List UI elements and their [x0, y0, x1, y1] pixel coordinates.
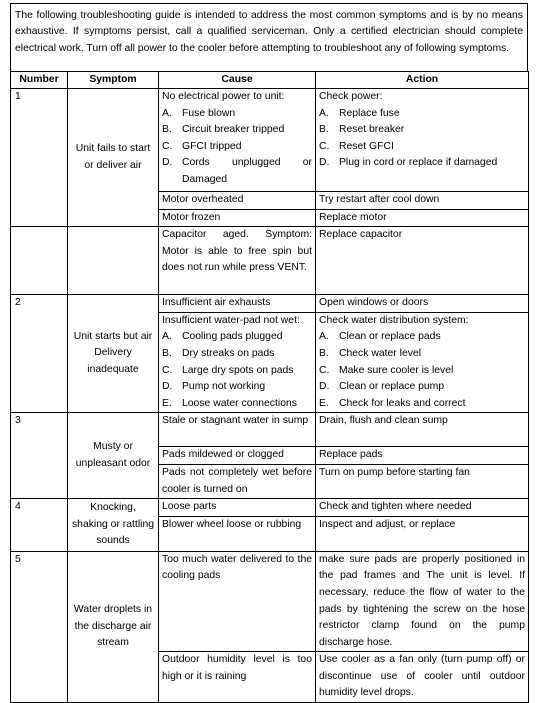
- item-text: Large dry spots on pads: [182, 364, 294, 376]
- list-item: [162, 139, 312, 156]
- list-item: [162, 379, 312, 396]
- intro-paragraph: The following troubleshooting guide is intended to address the most common symptoms and is by no means exhaustive. If symptoms persist, call a qualified serviceman. Only a certified electrician should complete electrical work. Turn off all power to the cooler before attempting to troubleshoot any of following symptoms.: [10, 3, 528, 71]
- item-text: Cords unplugged or Damaged: [182, 157, 312, 185]
- item-letter: E.: [162, 397, 172, 409]
- cause-cell: Loose parts: [159, 499, 316, 517]
- header-action: Action: [316, 72, 529, 89]
- table-row: [11, 227, 529, 295]
- list-item: [319, 396, 525, 413]
- item-letter: D.: [162, 381, 173, 393]
- list-item: [319, 139, 525, 156]
- list-item: [162, 122, 312, 139]
- row-number: 1: [11, 89, 68, 227]
- item-text: Loose water connections: [182, 397, 297, 409]
- item-text: Cooling pads plugged: [182, 331, 283, 343]
- row-number: 4: [11, 499, 68, 552]
- item-text: Reset breaker: [339, 124, 405, 136]
- row-number: 5: [11, 551, 68, 703]
- table-row: [11, 413, 529, 447]
- list-item: [319, 155, 525, 172]
- list-item: [162, 346, 312, 363]
- action-cell: Replace capacitor: [316, 227, 529, 295]
- item-letter: A.: [162, 107, 172, 119]
- item-text: GFCI tripped: [182, 140, 242, 152]
- action-cell: make sure pads are properly positioned in the pad frames and The unit is level. If necessary, reduce the flow of water to the pads by tightening the screw on the hose restrictor clamp found on the pump discharge hose.: [316, 551, 529, 652]
- row-symptom: Unit starts but air Delivery inadequate: [68, 295, 159, 413]
- item-letter: C.: [162, 140, 173, 152]
- list-item: [162, 396, 312, 413]
- row-number: [11, 227, 68, 295]
- action-cell: Replace pads: [316, 447, 529, 465]
- item-text: Clean or replace pads: [339, 331, 441, 343]
- item-text: Replace fuse: [339, 107, 400, 119]
- header-number: Number: [11, 72, 68, 89]
- item-letter: C.: [319, 364, 330, 376]
- cause-cell: Motor overheated: [159, 192, 316, 210]
- row-number: 2: [11, 295, 68, 413]
- item-letter: C.: [319, 140, 330, 152]
- item-letter: A.: [319, 107, 329, 119]
- row-symptom: Unit fails to start or deliver air: [68, 89, 159, 227]
- item-text: Plug in cord or replace if damaged: [339, 157, 498, 169]
- cause-heading: Insufficient water-pad not wet:: [162, 314, 300, 326]
- item-letter: B.: [319, 124, 329, 136]
- item-text: Clean or replace pump: [339, 381, 445, 393]
- item-letter: B.: [162, 124, 172, 136]
- action-cell: Check and tighten where needed: [316, 499, 529, 517]
- cause-cell: Motor frozen: [159, 209, 316, 227]
- action-cell: Inspect and adjust, or replace: [316, 516, 529, 551]
- item-letter: B.: [162, 347, 172, 359]
- row-symptom: Musty or unpleasant odor: [68, 413, 159, 499]
- row-symptom: [68, 227, 159, 295]
- list-item: [162, 329, 312, 346]
- cause-cell: Stale or stagnant water in sump: [159, 413, 316, 447]
- action-heading: Check power:: [319, 91, 383, 102]
- header-symptom: Symptom: [68, 72, 159, 89]
- item-letter: D.: [319, 381, 330, 393]
- item-text: Dry streaks on pads: [182, 347, 275, 359]
- list-item: [319, 379, 525, 396]
- row-symptom: Knocking, shaking or rattling sounds: [68, 499, 159, 552]
- troubleshooting-table: [10, 71, 529, 703]
- item-letter: B.: [319, 347, 329, 359]
- row-symptom: Water droplets in the discharge air stream: [68, 551, 159, 703]
- cause-cell: Blower wheel loose or rubbing: [159, 516, 316, 551]
- item-text: Check water level: [339, 347, 422, 359]
- item-letter: A.: [162, 331, 172, 343]
- list-item: [162, 363, 312, 380]
- action-cell: Use cooler as a fan only (turn pump off) or discontinue use of cooler until outdoor humidity level drops.: [316, 652, 529, 703]
- action-cell: Replace motor: [316, 209, 529, 227]
- action-cell: Turn on pump before starting fan: [316, 464, 529, 498]
- list-item: [162, 155, 312, 188]
- item-text: Reset GFCI: [339, 140, 394, 152]
- header-cause: Cause: [159, 72, 316, 89]
- table-row: [11, 89, 529, 192]
- item-letter: E.: [319, 397, 329, 409]
- item-letter: D.: [162, 157, 173, 169]
- table-row: [11, 551, 529, 652]
- cause-heading: No electrical power to unit:: [162, 91, 285, 102]
- list-item: [319, 329, 525, 346]
- cause-cell: Pads not completely wet before cooler is turned on: [159, 464, 316, 498]
- item-text: Circuit breaker tripped: [182, 124, 285, 136]
- list-item: [319, 122, 525, 139]
- item-letter: A.: [319, 331, 329, 343]
- cause-cell: Too much water delivered to the cooling pads: [159, 551, 316, 652]
- item-letter: D.: [319, 157, 330, 169]
- row-number: 3: [11, 413, 68, 499]
- item-text: Pump not working: [182, 381, 266, 393]
- table-row: [11, 295, 529, 313]
- action-cell: [316, 312, 529, 413]
- item-text: Make sure cooler is level: [339, 364, 454, 376]
- cause-cell: [159, 89, 316, 192]
- item-text: Check for leaks and correct: [339, 397, 466, 409]
- list-item: [319, 346, 525, 363]
- action-cell: Try restart after cool down: [316, 192, 529, 210]
- list-item: [319, 106, 525, 123]
- cause-cell: [159, 312, 316, 413]
- table-row: [11, 499, 529, 517]
- item-text: Fuse blown: [182, 107, 236, 119]
- table-header-row: [11, 72, 529, 89]
- cause-cell: Insufficient air exhausts: [159, 295, 316, 313]
- cause-cell: Outdoor humidity level is too high or it is raining: [159, 652, 316, 703]
- cause-cell: Pads mildewed or clogged: [159, 447, 316, 465]
- list-item: [319, 363, 525, 380]
- cause-cell: Capacitor aged. Symptom: Motor is able to free spin but does not run while press VENT.: [159, 227, 316, 295]
- action-cell: [316, 89, 529, 192]
- action-cell: Drain, flush and clean sump: [316, 413, 529, 447]
- action-cell: Open windows or doors: [316, 295, 529, 313]
- item-letter: C.: [162, 364, 173, 376]
- list-item: [162, 106, 312, 123]
- action-heading: Check water distribution system:: [319, 314, 469, 326]
